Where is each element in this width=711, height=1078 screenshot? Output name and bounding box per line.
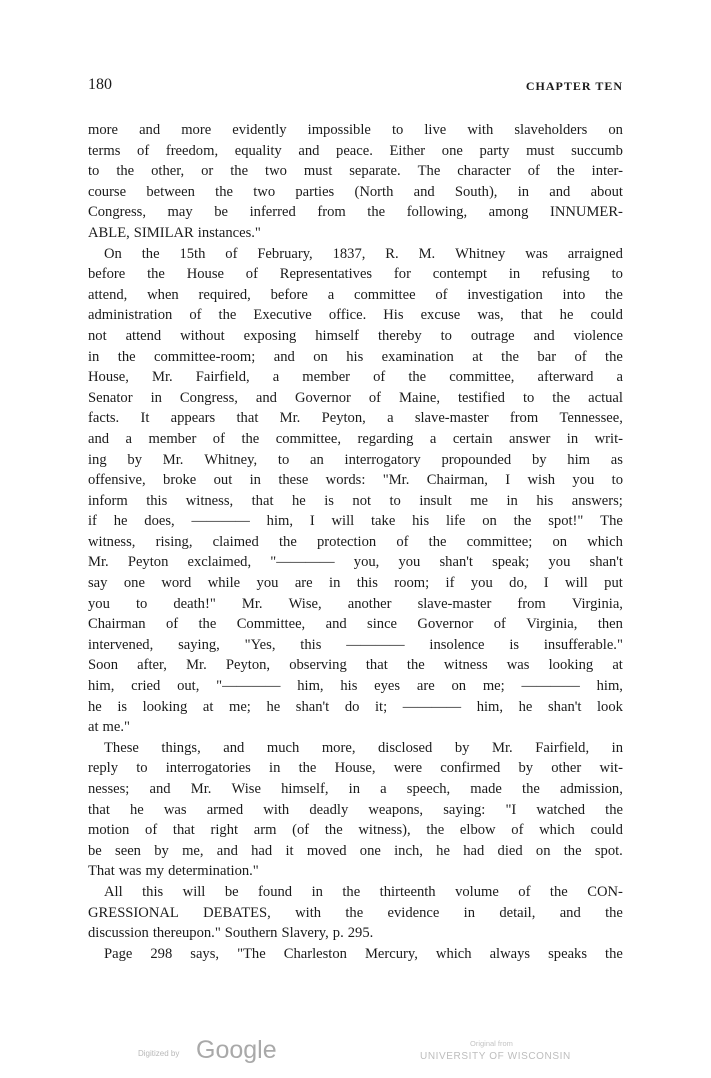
- google-logo: Google: [196, 1036, 277, 1064]
- text-line: nesses; and Mr. Wise himself, in a speech, made the admission,: [88, 781, 623, 797]
- text-line: Congress, may be inferred from the following, among INNUMER-: [88, 204, 623, 221]
- text-line: before the House of Representatives for contempt in refusing to: [88, 266, 623, 283]
- text-line: more and more evidently impossible to live with slaveholders on: [88, 122, 623, 138]
- text-line: at me.": [88, 719, 130, 736]
- text-line: ing by Mr. Whitney, to an interrogatory propounded by him as: [88, 451, 623, 468]
- text-line: in the committee-room; and on his examination at the bar of the: [88, 348, 623, 365]
- text-line: All this will be found in the thirteenth volume of the CON-: [104, 883, 623, 900]
- university-label: UNIVERSITY OF WISCONSIN: [420, 1051, 571, 1062]
- page-number: 180: [88, 76, 112, 93]
- text-line: not attend without exposing himself thereby to outrage and violence: [88, 327, 623, 344]
- text-line: and a member of the committee, regarding a certain answer in writ-: [88, 430, 623, 447]
- text-line: Senator in Congress, and Governor of Maine, testified to the actual: [88, 389, 623, 406]
- text-line: be seen by me, and had it moved one inch, he had died on the spot.: [88, 842, 623, 859]
- digitized-by-label: Digitized by: [138, 1049, 180, 1058]
- text-line: witness, rising, claimed the protection of the committee; on which: [88, 533, 623, 550]
- text-line: On the 15th of February, 1837, R. M. Whitney was arraigned: [104, 245, 623, 262]
- text-line: him, cried out, "———— him, his eyes are on me; ———— him,: [88, 678, 623, 695]
- text-line: terms of freedom, equality and peace. Either one party must succumb: [88, 142, 623, 159]
- text-line: House, Mr. Fairfield, a member of the committee, afterward a: [88, 369, 623, 386]
- text-line: These things, and much more, disclosed by Mr. Fairfield, in: [104, 739, 623, 756]
- text-line: intervened, saying, "Yes, this ———— insolence is insufferable.": [88, 636, 623, 653]
- text-line: GRESSIONAL DEBATES, with the evidence in detail, and the: [88, 904, 623, 921]
- text-line: say one word while you are in this room; if you do, I will put: [88, 575, 623, 592]
- text-line: Soon after, Mr. Peyton, observing that the witness was looking at: [88, 657, 623, 674]
- text-line: ABLE, SIMILAR instances.": [88, 224, 261, 241]
- chapter-title: CHAPTER TEN: [525, 79, 623, 93]
- text-line: Mr. Peyton exclaimed, "———— you, you shan't speak; you shan't: [88, 554, 623, 571]
- page-header: [88, 76, 623, 100]
- text-line: course between the two parties (North and South), in and about: [88, 183, 623, 200]
- text-line: attend, when required, before a committee of investigation into the: [88, 286, 623, 303]
- text-line: Page 298 says, "The Charleston Mercury, which always speaks the: [104, 945, 623, 962]
- text-line: that he was armed with deadly weapons, saying: "I watched the: [88, 801, 623, 818]
- text-line: motion of that right arm (of the witness), the elbow of which could: [88, 822, 623, 839]
- text-line: discussion thereupon." Southern Slavery, p. 295.: [88, 925, 374, 942]
- text-line: offensive, broke out in these words: "Mr. Chairman, I wish you to: [88, 472, 623, 489]
- text-line: Chairman of the Committee, and since Governor of Virginia, then: [88, 616, 623, 633]
- text-line: to the other, or the two must separate. The character of the inter-: [88, 163, 623, 180]
- text-line: if he does, ———— him, I will take his life on the spot!" The: [88, 513, 623, 530]
- body-text: [88, 120, 623, 964]
- text-line: reply to interrogatories in the House, were confirmed by other wit-: [88, 760, 623, 777]
- scan-footer: [0, 1036, 711, 1072]
- text-line: That was my determination.": [88, 863, 259, 880]
- text-line: he is looking at me; he shan't do it; ———— him, he shan't look: [88, 698, 623, 715]
- original-from-label: Original from: [470, 1039, 513, 1048]
- text-line: facts. It appears that Mr. Peyton, a slave-master from Tennessee,: [88, 410, 623, 427]
- text-line: administration of the Executive office. His excuse was, that he could: [88, 307, 623, 324]
- text-line: you to death!" Mr. Wise, another slave-master from Virginia,: [88, 595, 623, 612]
- text-line: inform this witness, that he is not to insult me in his answers;: [88, 492, 623, 509]
